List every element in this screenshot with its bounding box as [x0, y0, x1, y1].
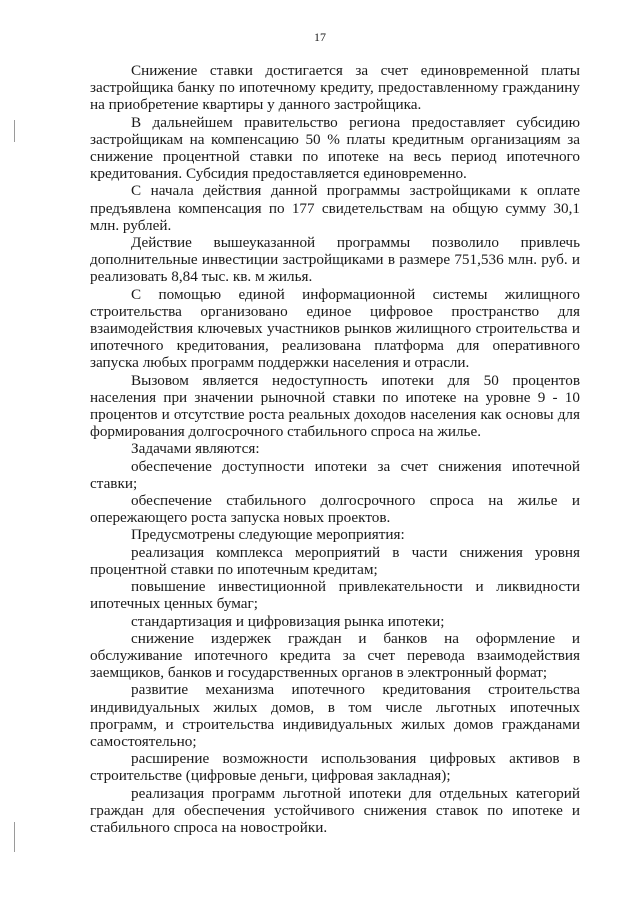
- paragraph: В дальнейшем правительство региона предоставляет субсидию застройщикам на компенсацию 50 % платы кредитным организациям за снижение процентной ставки по ипотеке на весь период ипотечного кредитования. Субсидия предоставляется единовременно.: [90, 113, 580, 183]
- paragraph: С помощью единой информационной системы жилищного строительства организовано единое цифровое пространство для взаимодействия ключевых участников рынков жилищного строительства и ипотечного кредитования, реализована платформа для оперативного запуска любых программ поддержки населения и отрасли.: [90, 285, 580, 372]
- list-item: обеспечение доступности ипотеки за счет снижения ипотечной ставки;: [90, 457, 580, 492]
- page-number: 17: [314, 30, 326, 44]
- paragraph: Действие вышеуказанной программы позволило привлечь дополнительные инвестиции застройщиками в размере 751,536 млн. руб. и реализовать 8,84 тыс. кв. м жилья.: [90, 234, 580, 286]
- document-body: [90, 62, 580, 836]
- list-item: стандартизация и цифровизация рынка ипотеки;: [131, 612, 445, 630]
- paragraph: Предусмотрены следующие мероприятия:: [131, 526, 405, 544]
- scan-margin-line: [14, 120, 15, 142]
- list-item: реализация комплекса мероприятий в части снижения уровня процентной ставки по ипотечным кредитам;: [90, 543, 580, 578]
- list-item: повышение инвестиционной привлекательности и ликвидности ипотечных ценных бумаг;: [90, 578, 580, 613]
- list-item: расширение возможности использования цифровых активов в строительстве (цифровые деньги, цифровая закладная);: [90, 750, 580, 785]
- list-item: развитие механизма ипотечного кредитования строительства индивидуальных жилых домов, в том числе льготных ипотечных программ, и строительства индивидуальных жилых домов гражданами самостоятельно;: [90, 681, 580, 750]
- list-item: снижение издержек граждан и банков на оформление и обслуживание ипотечного кредита за счет перевода взаимодействия заемщиков, банков и государственных органов в электронный формат;: [90, 629, 580, 682]
- list-item: реализация программ льготной ипотеки для отдельных категорий граждан для обеспечения устойчивого снижения ставок по ипотеке и стабильного спроса на новостройки.: [90, 784, 580, 836]
- list-item: обеспечение стабильного долгосрочного спроса на жилье и опережающего роста запуска новых проектов.: [90, 492, 580, 527]
- scan-margin-line: [14, 822, 15, 852]
- paragraph: Снижение ставки достигается за счет единовременной платы застройщика банку по ипотечному кредиту, предоставленному гражданину на приобретение квартиры у данного застройщика.: [90, 62, 580, 114]
- paragraph: Вызовом является недоступность ипотеки для 50 процентов населения при значении рыночной ставки по ипотеке на уровне 9 - 10 процентов и отсутствие роста реальных доходов населения как основы для формирования долгосрочного стабильного спроса на жилье.: [90, 371, 580, 441]
- paragraph: Задачами являются:: [131, 440, 260, 458]
- paragraph: С начала действия данной программы застройщиками к оплате предъявлена компенсация по 177 свидетельствам на общую сумму 30,1 млн. рублей.: [90, 182, 580, 234]
